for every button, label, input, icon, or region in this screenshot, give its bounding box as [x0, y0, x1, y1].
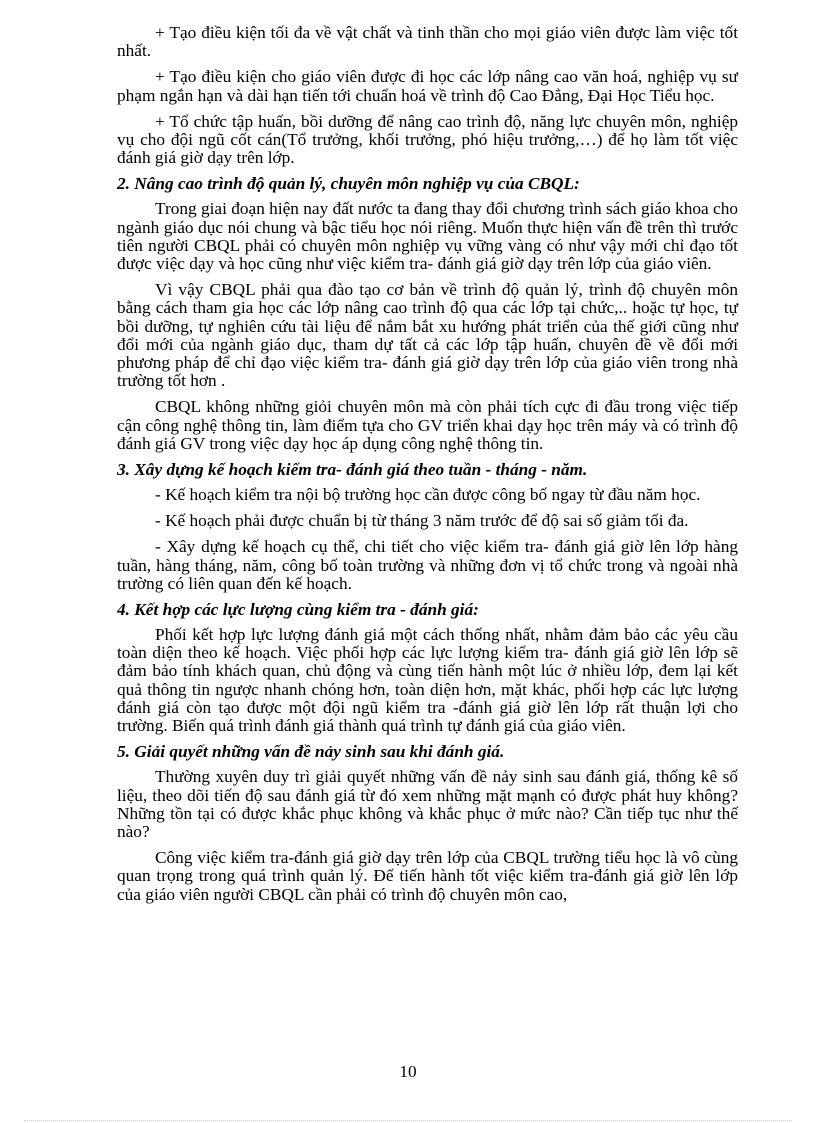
section-2-paragraph-3: CBQL không những giỏi chuyên môn mà còn phải tích cực đi đầu trong việc tiếp cận công nghệ thông tin, làm điểm tựa cho GV triển khai dạy học trên máy và có trình độ đánh giá GV trong việc dạy học áp dụng công nghệ thông tin.: [117, 397, 738, 453]
paragraph-top-3: + Tổ chức tập huấn, bồi dưỡng để nâng cao trình độ, năng lực chuyên môn, nghiệp vụ cho đội ngũ cốt cán(Tổ trưởng, khối trưởng, phó hiệu trưởng,…) để họ làm tốt việc đánh giá giờ dạy trên lớp.: [117, 111, 738, 168]
section-3-paragraph-2: - Kế hoạch phải được chuẩn bị từ tháng 3 năm trước để độ sai số giảm tối đa.: [155, 511, 689, 531]
section-3-paragraph-3: - Xây dựng kế hoạch cụ thể, chi tiết cho việc kiểm tra- đánh giá giờ lên lớp hàng tuần, hàng tháng, năm, công bố toàn trường và những đơn vị tổ chức trong và ngoài nhà trường có liên quan đến kế hoạch.: [117, 537, 738, 593]
paragraph-top-2: + Tạo điều kiện cho giáo viên được đi học các lớp nâng cao văn hoá, nghiệp vụ sư phạm ngắn hạn và dài hạn tiến tới chuẩn hoá về trình độ Cao Đẳng, Đại Học Tiểu học.: [117, 67, 738, 105]
section-4-heading: 4. Kết hợp các lực lượng cùng kiểm tra - đánh giá:: [117, 600, 479, 620]
page-bottom-divider: [24, 1120, 792, 1121]
section-5-paragraph-2: Công việc kiểm tra-đánh giá giờ dạy trên lớp của CBQL trường tiểu học là vô cùng quan trọng trong quá trình quản lý. Để tiến hành tốt việc kiểm tra-đánh giá giờ lên lớp của giáo viên người CBQL cần phải có trình độ chuyên môn cao,: [117, 848, 738, 904]
section-5-paragraph-1: Thường xuyên duy trì giải quyết những vấn đề nảy sinh sau đánh giá, thống kê số liệu, theo dõi tiến độ sau đánh giá từ đó xem những mặt mạnh có được phát huy không? Những tồn tại có được khắc phục không và khắc phục ở mức nào? Cần tiếp tục như thế nào?: [117, 767, 738, 841]
section-5-heading: 5. Giải quyết những vấn đề nảy sinh sau khi đánh giá.: [117, 742, 505, 762]
section-3-heading: 3. Xây dựng kế hoạch kiểm tra- đánh giá theo tuần - tháng - năm.: [117, 460, 588, 480]
section-3-paragraph-1: - Kế hoạch kiểm tra nội bộ trường học cần được công bố ngay từ đầu năm học.: [155, 485, 701, 505]
paragraph-top-1: + Tạo điều kiện tối đa về vật chất và tinh thần cho mọi giáo viên được làm việc tốt nhất.: [117, 23, 738, 61]
section-4-paragraph-1: Phối kết hợp lực lượng đánh giá một cách thống nhất, nhằm đảm bảo các yêu cầu toàn diện theo kế hoạch. Việc phối hợp các lực lượng kiểm tra- đánh giá giờ lên lớp sẽ đảm bảo tính khách quan, chủ động và cùng tiến hành một lúc ở nhiều lớp, đem lại kết quả thông tin ngược nhanh chóng hơn, toàn diện hơn, mặt khác, phối hợp các lực lượng đánh giá còn tạo được một đội ngũ kiểm tra -đánh giá giờ lên lớp rất thuận lợi cho trường. Biến quá trình đánh giá thành quá trình tự đánh giá của giáo viên.: [117, 625, 738, 736]
section-2-paragraph-2: Vì vậy CBQL phải qua đào tạo cơ bản về trình độ quản lý, trình độ chuyên môn bằng cách tham gia học các lớp nâng cao trình độ qua các lớp tại chức,.. hoặc tự học, tự bồi dưỡng, tự nghiên cứu tài liệu để nắm bắt xu hướng phát triển của thế giới cũng như đổi mới của ngành giáo dục, tham dự tất cả các lớp tập huấn, chuyên đề về đổi mới phương pháp để chỉ đạo việc kiểm tra- đánh giá giờ dạy trên lớp của giáo viên trong nhà trường tốt hơn .: [117, 280, 738, 391]
section-2-heading: 2. Nâng cao trình độ quản lý, chuyên môn nghiệp vụ của CBQL:: [117, 174, 580, 194]
section-2-paragraph-1: Trong giai đoạn hiện nay đất nước ta đang thay đổi chương trình sách giáo khoa cho ngành giáo dục nói chung và bậc tiểu học nói riêng. Muốn thực hiện vấn đề trên thì trước tiên người CBQL phải có chuyên môn nghiệp vụ vững vàng có như vậy mới chỉ đạo tốt được việc dạy và học cũng như việc kiểm tra- đánh giá giờ dạy trên lớp của giáo viên.: [117, 199, 738, 274]
page-body: [117, 24, 738, 904]
page-number: 10: [399, 1062, 417, 1081]
